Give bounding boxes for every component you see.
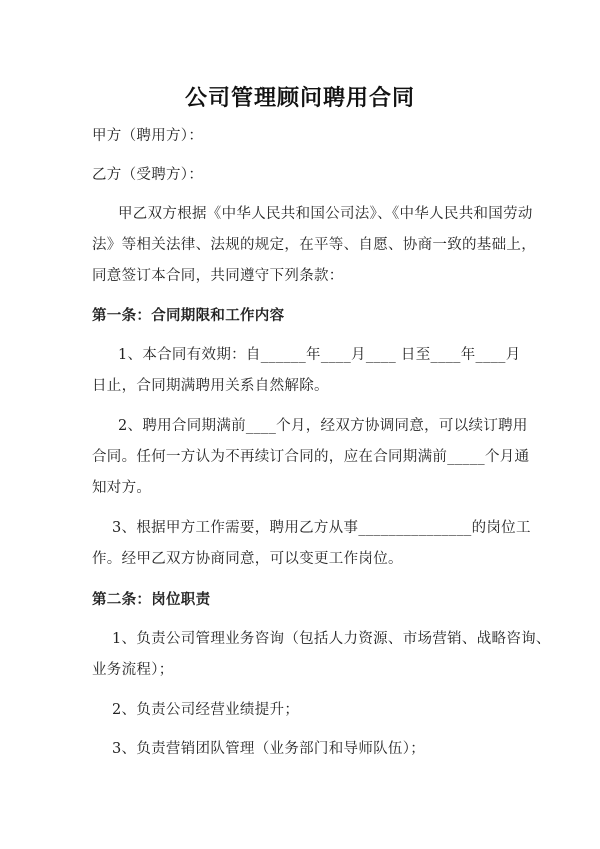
party-a-label: 甲方（聘用方）： <box>92 128 204 144</box>
article2-heading: 第二条：岗位职责 <box>92 591 211 608</box>
document-title: 公司管理顾问聘用合同 <box>184 85 415 111</box>
article2-item3: 3、负责营销团队管理（业务部门和导师队伍）； <box>112 741 426 757</box>
article2-item2: 2、负责公司经营业绩提升； <box>112 702 300 718</box>
article1-item3-line: 3、根据甲方工作需要，聘用乙方从事_______________的岗位工 <box>112 520 531 536</box>
article1-item2-line: 合同。任何一方认为不再续订合同的，应在合同期满前_____个月通 <box>92 449 530 465</box>
article1-item1-line: 日止，合同期满聘用关系自然解除。 <box>92 378 329 394</box>
article1-heading: 第一条：合同期限和工作内容 <box>92 307 285 324</box>
article1-item1-line: 1、本合同有效期：自______年____月____ 日至____年____月 <box>118 347 521 363</box>
article2-item1-line: 1、负责公司管理业务咨询（包括人力资源、市场营销、战略咨询、 <box>112 631 551 647</box>
article2-item1-line: 业务流程）； <box>92 662 174 678</box>
party-b-label: 乙方（受聘方）： <box>92 167 204 183</box>
preamble-line: 甲乙双方根据《中华人民共和国公司法》、《中华人民共和国劳动 <box>118 206 533 222</box>
article1-item3-line: 作。经甲乙双方协商同意，可以变更工作岗位。 <box>92 551 403 567</box>
article1-item2-line: 知对方。 <box>92 480 152 496</box>
preamble-line: 法》等相关法律、法规的规定，在平等、自愿、协商一致的基础上， <box>92 237 536 253</box>
preamble-line: 同意签订本合同，共同遵守下列条款： <box>92 268 344 284</box>
article1-item2-line: 2、聘用合同期满前____个月，经双方协调同意，可以续订聘用 <box>118 418 528 434</box>
